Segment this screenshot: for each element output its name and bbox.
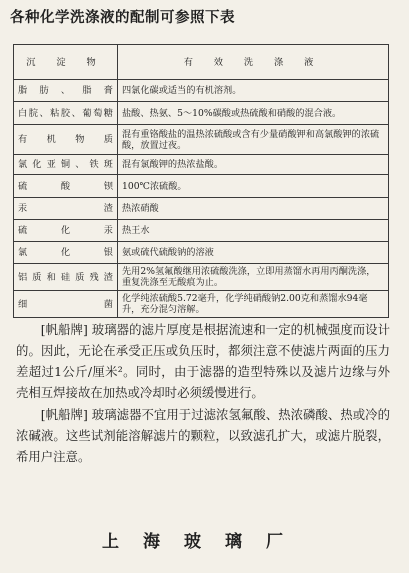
precipitate-cell: 硫 化 汞: [14, 220, 118, 242]
note-paragraph: [16, 404, 390, 467]
table-row: [14, 125, 389, 155]
column-header-precipitate: 沉 淀 物: [14, 45, 118, 80]
solution-cell: 热王水: [118, 220, 389, 242]
solution-cell: 混有氯酸钾的热浓盐酸。: [118, 155, 389, 175]
table-row: [14, 102, 389, 125]
table-row: [14, 264, 389, 291]
brand-tag: [帆船牌]: [40, 322, 88, 337]
solution-cell: 四氯化碳或适当的有机溶剂。: [118, 80, 389, 102]
note-text: 玻璃器的滤片厚度是根据流速和一定的机械强度而设计的。因此，无论在承受正压或负压时，都须注意不使滤片两面的压力差超过1公斤/厘米²。同时，由于滤器的造型特殊以及滤片边缘与外壳相互焊接故在加热或冷却时必须缓慢进行。: [16, 322, 391, 400]
solution-cell: 混有重铬酸盐的温热浓硫酸或含有少量硝酸钾和高氯酸钾的浓硫酸，放置过夜。: [118, 125, 389, 155]
precipitate-cell: 白脘、粘胶、葡萄糖: [14, 102, 118, 125]
table-row: [14, 155, 389, 175]
brand-tag: [帆船牌]: [40, 407, 88, 422]
manufacturer-name: 上海玻璃厂: [102, 532, 307, 552]
precipitate-cell: 氯 化 银: [14, 242, 118, 264]
precipitate-cell: 汞 渣: [14, 198, 118, 220]
solution-cell: 氨或硫代硫酸钠的溶液: [118, 242, 389, 264]
note-text: 玻璃滤器不宜用于过滤浓氢氟酸、热浓磷酸、热或冷的浓碱液。这些试剂能溶解滤片的颗粒，以致滤孔扩大，或滤片脱裂，希用户注意。: [16, 407, 391, 464]
solution-cell: 先用2%氢氟酸继用浓硫酸洗涤，立即用蒸馏水再用丙酮洗涤，重复洗涤至无酸痕为止。: [118, 264, 389, 291]
precipitate-cell: 有 机 物 质: [14, 125, 118, 155]
table-row: [14, 175, 389, 198]
notes-section: [16, 319, 390, 468]
washing-solution-table: [13, 44, 389, 318]
column-header-solution: 有 效 洗 涤 液: [118, 45, 389, 80]
solution-cell: 盐酸、热氨、5～10%碳酸或热硫酸和硝酸的混合液。: [118, 102, 389, 125]
table-header-row: [14, 45, 389, 80]
table-row: [14, 220, 389, 242]
table-row: [14, 242, 389, 264]
table-row: [14, 291, 389, 318]
note-paragraph: [16, 319, 390, 403]
precipitate-cell: 脂肪、脂膏: [14, 80, 118, 102]
precipitate-cell: 硫 酸 钡: [14, 175, 118, 198]
table-row: [14, 80, 389, 102]
table-row: [14, 198, 389, 220]
solution-cell: 化学纯浓硫酸5.72毫升，化学纯硝酸钠2.00克和蒸馏水94毫升，充分混匀溶解。: [118, 291, 389, 318]
precipitate-cell: 氯化亚铜、铁斑: [14, 155, 118, 175]
precipitate-cell: 铝质和硅质残渣: [14, 264, 118, 291]
solution-cell: 100℃浓硫酸。: [118, 175, 389, 198]
precipitate-cell: 细 菌: [14, 291, 118, 318]
solution-cell: 热浓硝酸: [118, 198, 389, 220]
page-title: 各种化学洗涤液的配制可参照下表: [10, 9, 235, 26]
